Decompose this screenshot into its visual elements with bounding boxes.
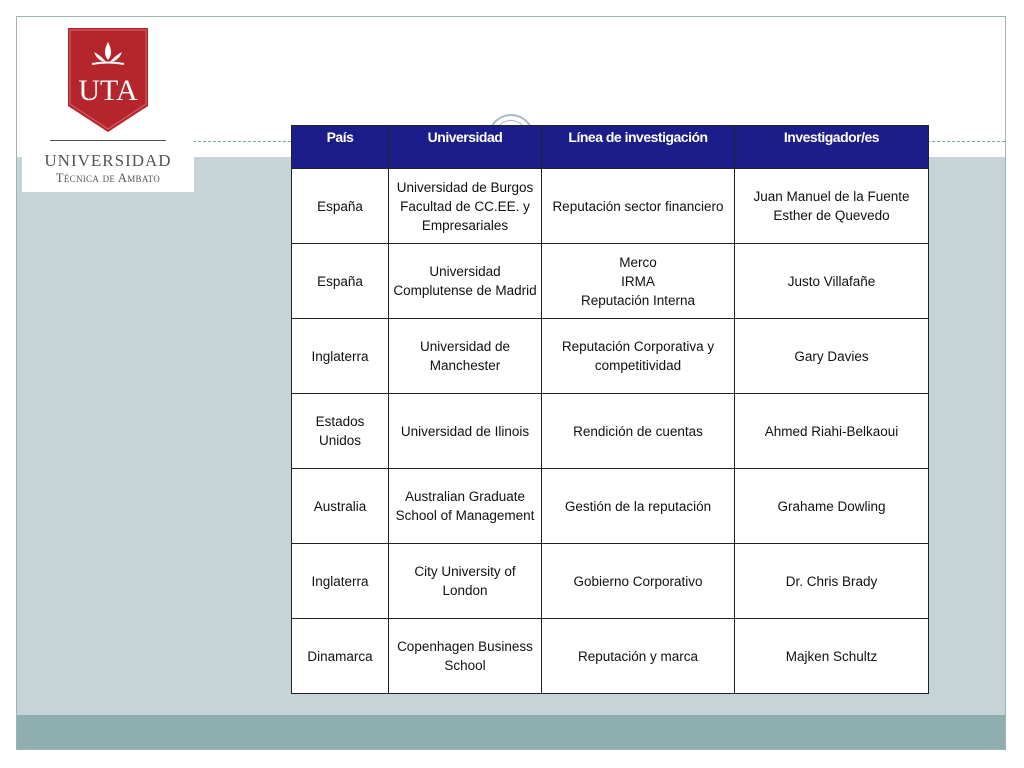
cell-linea: Reputación y marca: [542, 619, 735, 694]
logo-rule: [50, 140, 166, 141]
shield-text: UTA: [78, 74, 138, 107]
slide-footer-band: [17, 715, 1005, 749]
table-row: [292, 169, 929, 244]
header-investigador: Investigador/es: [735, 126, 929, 169]
cell-investigador: Ahmed Riahi-Belkaoui: [735, 394, 929, 469]
cell-pais: Estados Unidos: [292, 394, 389, 469]
cell-pais: Australia: [292, 469, 389, 544]
cell-universidad: City University of London: [389, 544, 542, 619]
table-row: [292, 319, 929, 394]
table-header-row: [292, 126, 929, 169]
cell-investigador: Gary Davies: [735, 319, 929, 394]
header-universidad: Universidad: [389, 126, 542, 169]
cell-investigador: Juan Manuel de la Fuente Esther de Quevedo: [735, 169, 929, 244]
cell-pais: España: [292, 169, 389, 244]
cell-linea: Reputación sector financiero: [542, 169, 735, 244]
table-row: [292, 619, 929, 694]
table-row: [292, 469, 929, 544]
header-pais: País: [292, 126, 389, 169]
cell-investigador: Majken Schultz: [735, 619, 929, 694]
cell-linea: Merco IRMA Reputación Interna: [542, 244, 735, 319]
cell-pais: Inglaterra: [292, 544, 389, 619]
logo-line-tecnica: Técnica de Ambato: [55, 171, 161, 185]
cell-linea: Rendición de cuentas: [542, 394, 735, 469]
table-row: [292, 244, 929, 319]
cell-linea: Gobierno Corporativo: [542, 544, 735, 619]
cell-universidad: Copenhagen Business School: [389, 619, 542, 694]
cell-universidad: Universidad de Manchester: [389, 319, 542, 394]
cell-universidad: Universidad de Ilinois: [389, 394, 542, 469]
cell-universidad: Universidad de Burgos Facultad de CC.EE. y Empresariales: [389, 169, 542, 244]
header-linea: Línea de investigación: [542, 126, 735, 169]
cell-universidad: Universidad Complutense de Madrid: [389, 244, 542, 319]
cell-investigador: Dr. Chris Brady: [735, 544, 929, 619]
research-table: [291, 125, 929, 694]
cell-investigador: Grahame Dowling: [735, 469, 929, 544]
table-row: [292, 394, 929, 469]
cell-pais: España: [292, 244, 389, 319]
cell-linea: Gestión de la reputación: [542, 469, 735, 544]
logo-line-university: UNIVERSIDAD: [44, 151, 172, 170]
cell-linea: Reputación Corporativa y competitividad: [542, 319, 735, 394]
cell-pais: Dinamarca: [292, 619, 389, 694]
cell-investigador: Justo Villafañe: [735, 244, 929, 319]
cell-universidad: Australian Graduate School of Management: [389, 469, 542, 544]
table-row: [292, 544, 929, 619]
university-logo: [22, 18, 194, 192]
cell-pais: Inglaterra: [292, 319, 389, 394]
uta-shield-icon: [68, 28, 148, 132]
